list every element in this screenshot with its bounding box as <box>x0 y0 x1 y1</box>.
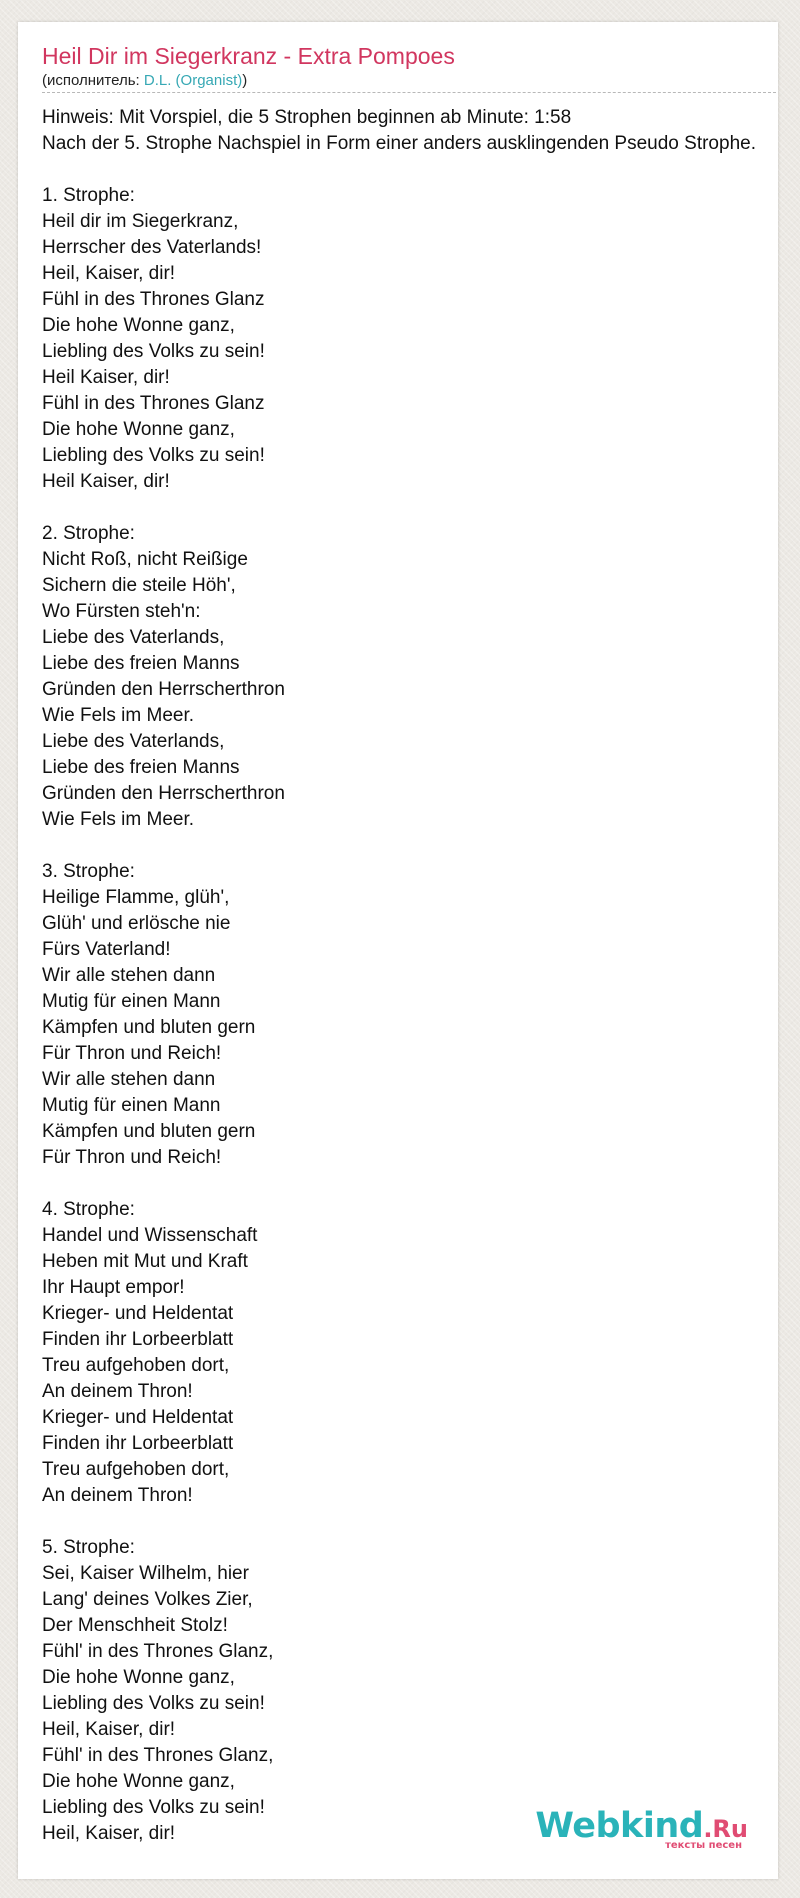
lyric-line: Der Menschheit Stolz! <box>42 1615 228 1636</box>
lyric-line: Heil, Kaiser, dir! <box>42 263 176 284</box>
lyric-line: Wo Fürsten steh'n: <box>42 601 201 622</box>
lyric-line: Liebe des freien Manns <box>42 757 240 778</box>
logo-word: Webkind <box>535 1806 704 1846</box>
lyric-line: Finden ihr Lorbeerblatt <box>42 1433 234 1454</box>
lyric-line: Heil dir im Siegerkranz, <box>42 211 239 232</box>
lyric-line: Liebling des Volks zu sein! <box>42 341 265 362</box>
lyric-line: An deinem Thron! <box>42 1381 193 1402</box>
lyric-line: Fühl in des Thrones Glanz <box>42 393 265 414</box>
intro-note: Hinweis: Mit Vorspiel, die 5 Strophen beginnen ab Minute: 1:58 <box>42 107 572 128</box>
lyric-line: Die hohe Wonne ganz, <box>42 1667 235 1688</box>
lyric-line: Treu aufgehoben dort, <box>42 1459 230 1480</box>
lyric-line: Liebe des Vaterlands, <box>42 627 225 648</box>
lyric-line: Fühl in des Thrones Glanz <box>42 289 265 310</box>
lyric-line: Wir alle stehen dann <box>42 1069 216 1090</box>
lyric-line: Liebling des Volks zu sein! <box>42 1797 265 1818</box>
lyric-line: Sei, Kaiser Wilhelm, hier <box>42 1563 249 1584</box>
lyric-line: Die hohe Wonne ganz, <box>42 419 235 440</box>
stanza-heading: 5. Strophe: <box>42 1537 135 1558</box>
lyrics-text <box>42 105 800 1847</box>
lyric-line: Kämpfen und bluten gern <box>42 1121 256 1142</box>
lyric-line: An deinem Thron! <box>42 1485 193 1506</box>
lyric-line: Kämpfen und bluten gern <box>42 1017 256 1038</box>
lyric-line: Für Thron und Reich! <box>42 1147 222 1168</box>
performer-prefix: (исполнитель: <box>42 72 144 89</box>
lyric-line: Fürs Vaterland! <box>42 939 171 960</box>
song-header <box>42 42 776 90</box>
lyric-line: Heil Kaiser, dir! <box>42 471 170 492</box>
lyric-line: Lang' deines Volkes Zier, <box>42 1589 253 1610</box>
stanza-spacer <box>42 157 800 183</box>
performer-suffix: ) <box>242 72 248 89</box>
stanza-spacer <box>42 495 800 521</box>
header-divider <box>42 92 776 93</box>
lyric-line: Ihr Haupt empor! <box>42 1277 185 1298</box>
intro-note: Nach der 5. Strophe Nachspiel in Form einer anders ausklingenden Pseudo Strophe. <box>42 133 756 154</box>
lyric-line: Mutig für einen Mann <box>42 991 221 1012</box>
lyric-line: Finden ihr Lorbeerblatt <box>42 1329 234 1350</box>
lyric-line: Treu aufgehoben dort, <box>42 1355 230 1376</box>
logo-suffix: .Ru <box>703 1815 748 1843</box>
lyric-line: Krieger- und Heldentat <box>42 1407 234 1428</box>
lyric-line: Fühl' in des Thrones Glanz, <box>42 1745 274 1766</box>
lyric-line: Für Thron und Reich! <box>42 1043 222 1064</box>
lyric-line: Heilige Flamme, glüh', <box>42 887 230 908</box>
lyric-line: Wie Fels im Meer. <box>42 809 195 830</box>
stanza-heading: 2. Strophe: <box>42 523 135 544</box>
stanza-spacer <box>42 833 800 859</box>
lyric-line: Wir alle stehen dann <box>42 965 216 986</box>
lyric-line: Handel und Wissenschaft <box>42 1225 258 1246</box>
lyric-line: Liebling des Volks zu sein! <box>42 445 265 466</box>
lyric-line: Krieger- und Heldentat <box>42 1303 234 1324</box>
stanza-heading: 3. Strophe: <box>42 861 135 882</box>
lyric-line: Heil Kaiser, dir! <box>42 367 170 388</box>
performer-line <box>42 71 776 90</box>
lyric-line: Fühl' in des Thrones Glanz, <box>42 1641 274 1662</box>
lyric-line: Die hohe Wonne ganz, <box>42 1771 235 1792</box>
lyric-line: Sichern die steile Höh', <box>42 575 236 596</box>
stanza-heading: 4. Strophe: <box>42 1199 135 1220</box>
lyric-line: Gründen den Herrscherthron <box>42 679 285 700</box>
lyric-line: Wie Fels im Meer. <box>42 705 195 726</box>
webkind-logo[interactable] <box>535 1806 748 1851</box>
stanza-spacer <box>42 1509 800 1535</box>
lyric-line: Herrscher des Vaterlands! <box>42 237 262 258</box>
lyric-line: Liebe des freien Manns <box>42 653 240 674</box>
logo-tagline: тексты песен <box>665 1840 742 1851</box>
lyric-line: Heil, Kaiser, dir! <box>42 1719 176 1740</box>
lyric-line: Nicht Roß, nicht Reißige <box>42 549 248 570</box>
stanza-spacer <box>42 1171 800 1197</box>
lyric-line: Glüh' und erlösche nie <box>42 913 231 934</box>
lyric-line: Gründen den Herrscherthron <box>42 783 285 804</box>
lyric-line: Die hohe Wonne ganz, <box>42 315 235 336</box>
lyric-line: Heil, Kaiser, dir! <box>42 1823 176 1844</box>
stanza-heading: 1. Strophe: <box>42 185 135 206</box>
lyric-line: Heben mit Mut und Kraft <box>42 1251 248 1272</box>
lyric-line: Mutig für einen Mann <box>42 1095 221 1116</box>
song-title: Heil Dir im Siegerkranz - Extra Pompoes <box>42 43 455 69</box>
lyric-line: Liebling des Volks zu sein! <box>42 1693 265 1714</box>
lyrics-card <box>18 22 778 1879</box>
lyric-line: Liebe des Vaterlands, <box>42 731 225 752</box>
artist-link[interactable]: D.L. (Organist) <box>143 72 243 89</box>
